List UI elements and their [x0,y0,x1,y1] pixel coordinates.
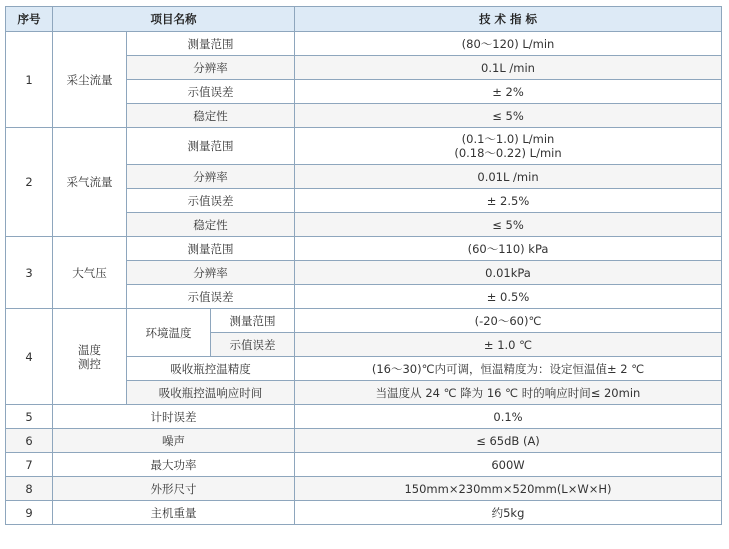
spec-value-line1: (0.1～1.0) L/min [461,132,555,146]
sub-item: 分辨率 [127,56,295,80]
table-row [6,453,722,477]
spec-value: ± 1.0 ℃ [295,333,722,357]
row-number: 9 [6,501,53,525]
row-number: 7 [6,453,53,477]
row-number: 3 [6,237,53,309]
table-row [6,309,722,333]
spec-value: ± 2% [295,80,722,104]
sub-item: 测量范围 [127,32,295,56]
spec-value: ≤ 65dB (A) [295,429,722,453]
sub-item: 示值误差 [127,285,295,309]
table-row [6,128,722,165]
item-name: 外形尺寸 [53,477,295,501]
spec-value: (80～120) L/min [295,32,722,56]
sub-item: 示值误差 [211,333,295,357]
item-name: 采气流量 [53,128,127,237]
sub-item: 吸收瓶控温精度 [127,357,295,381]
spec-value [295,128,722,165]
row-number: 8 [6,477,53,501]
sub-item: 示值误差 [127,80,295,104]
table-row [6,429,722,453]
spec-value-line2: (0.18～0.22) L/min [454,146,562,160]
sub-item: 测量范围 [127,237,295,261]
spec-value: 150mm×230mm×520mm(L×W×H) [295,477,722,501]
table-row [6,477,722,501]
item-name: 大气压 [53,237,127,309]
spec-value: ± 0.5% [295,285,722,309]
spec-value: (16～30)℃内可调，恒温精度为：设定恒温值± 2 ℃ [295,357,722,381]
spec-value: ≤ 5% [295,104,722,128]
sub-item: 示值误差 [127,189,295,213]
header-item: 项目名称 [53,7,295,32]
item-name-line2: 测控 [78,356,101,371]
spec-value: 600W [295,453,722,477]
table-row [6,501,722,525]
spec-value: ≤ 5% [295,213,722,237]
spec-value: (60～110) kPa [295,237,722,261]
spec-value: 0.01L /min [295,165,722,189]
spec-value: ± 2.5% [295,189,722,213]
item-name: 采尘流量 [53,32,127,128]
item-name [53,309,127,405]
sub-item: 测量范围 [211,309,295,333]
spec-value: 0.1L /min [295,56,722,80]
row-number: 4 [6,309,53,405]
env-temp-label: 环境温度 [127,309,211,357]
sub-item: 分辨率 [127,165,295,189]
item-name-line1: 温度 [78,342,101,357]
table-row [6,405,722,429]
sub-item: 吸收瓶控温响应时间 [127,381,295,405]
spec-value: 0.1% [295,405,722,429]
item-name: 计时误差 [53,405,295,429]
row-number: 2 [6,128,53,237]
spec-value: 0.01kPa [295,261,722,285]
table-row [6,32,722,56]
sub-item: 稳定性 [127,213,295,237]
spec-value: (-20～60)℃ [295,309,722,333]
row-number: 5 [6,405,53,429]
row-number: 6 [6,429,53,453]
header-spec: 技 术 指 标 [295,7,722,32]
sub-item: 测量范围 [127,128,295,165]
header-row [6,7,722,32]
sub-item: 稳定性 [127,104,295,128]
header-seq: 序号 [6,7,53,32]
table-row [6,237,722,261]
spec-value: 当温度从 24 ℃ 降为 16 ℃ 时的响应时间≤ 20min [295,381,722,405]
item-name: 主机重量 [53,501,295,525]
item-name: 最大功率 [53,453,295,477]
row-number: 1 [6,32,53,128]
item-name: 噪声 [53,429,295,453]
spec-value: 约5kg [295,501,722,525]
spec-table [5,6,722,525]
sub-item: 分辨率 [127,261,295,285]
